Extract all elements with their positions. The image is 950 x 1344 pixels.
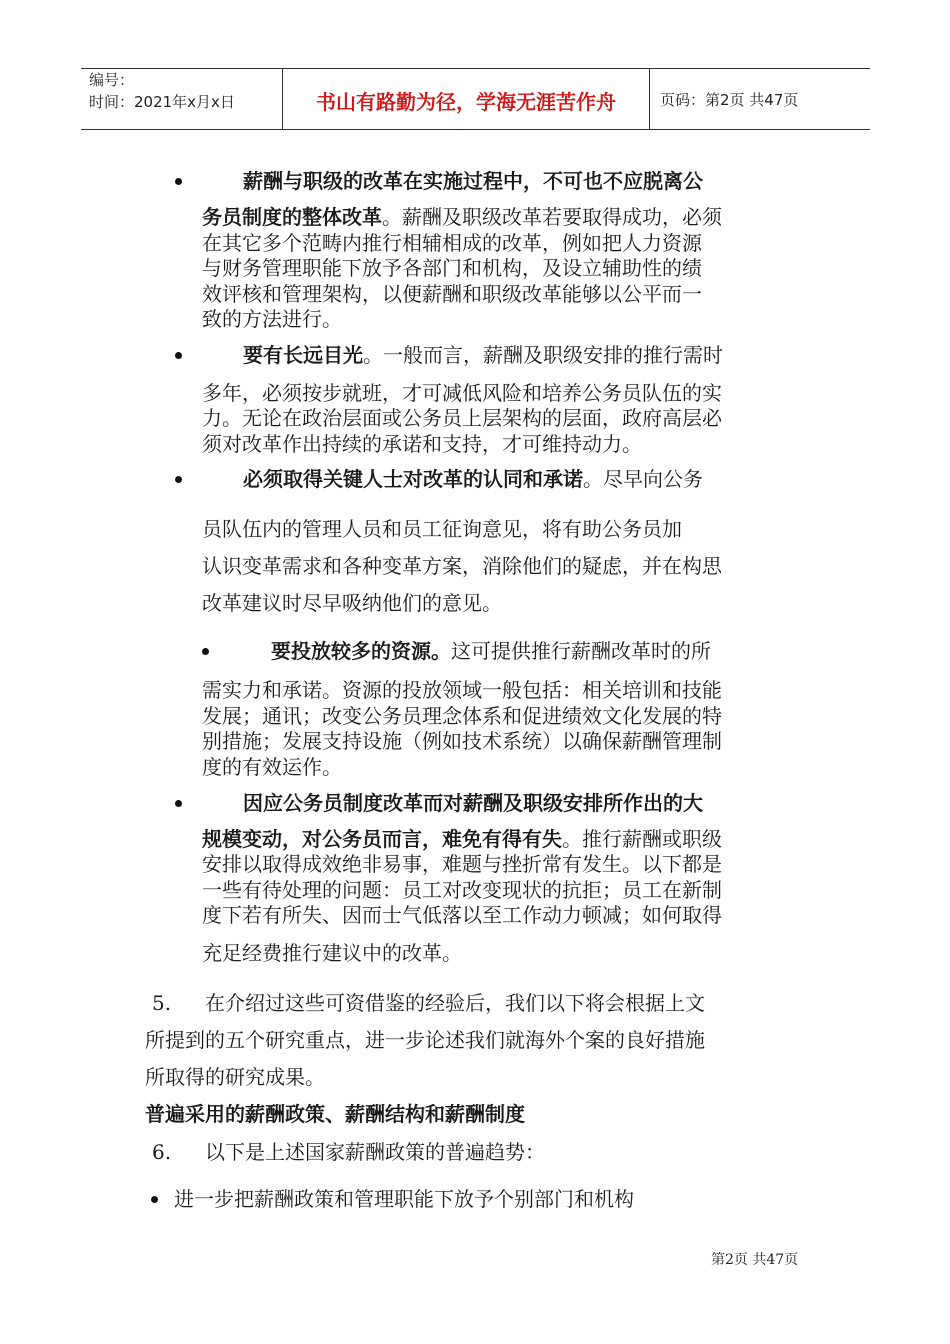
bullet-5-text: 。推行薪酬或职级 <box>562 827 722 851</box>
bullet-1-line-1 <box>202 204 722 230</box>
bullet-5-line-5: 充足经费推行建议中的改革。 <box>202 941 462 965</box>
page-header <box>81 68 870 130</box>
para-6-text: 以下是上述国家薪酬政策的普遍趋势： <box>205 1140 545 1164</box>
bullet-1-heading-cont: 务员制度的整体改革 <box>202 205 382 229</box>
header-page-number: 页码：第2页 共47页 <box>660 91 799 109</box>
bullet-2-line-4: 须对改革作出持续的承诺和支持，才可维持动力。 <box>202 432 642 456</box>
bullet-3-line-4: 改革建议时尽早吸纳他们的意见。 <box>202 591 502 615</box>
bullet-4-line-3: 发展；通讯；改变公务员理念体系和促进绩效文化发展的特 <box>202 704 722 728</box>
bullet-4-text: 这可提供推行薪酬改革时的所 <box>451 639 711 663</box>
bullet-1-line-4: 效评核和管理架构，以便薪酬和职级改革能够以公平而一 <box>202 282 702 306</box>
bullet-4-heading: 要投放较多的资源。 <box>271 639 451 663</box>
bullet-dot <box>175 476 182 483</box>
bullet-5-line-3: 一些有待处理的问题：员工对改变现状的抗拒；员工在新制 <box>202 878 722 902</box>
bullet-4-line-2: 需实力和承诺。资源的投放领域一般包括：相关培训和技能 <box>202 678 722 702</box>
bullet-4-line-1 <box>271 638 711 664</box>
header-motto: 书山有路勤为径，学海无涯苦作舟 <box>316 90 616 114</box>
document-time-label: 时间：2021年x月x日 <box>89 93 235 111</box>
bullet-1-line-3: 与财务管理职能下放予各部门和机构，及设立辅助性的绩 <box>202 256 702 280</box>
bullet-3-text: 。尽早向公务 <box>583 467 703 491</box>
bullet-dot <box>202 648 209 655</box>
bullet-5-line-1 <box>202 826 722 852</box>
para-5-line-2: 所提到的五个研究重点，进一步论述我们就海外个案的良好措施 <box>145 1028 705 1052</box>
bullet-5-heading: 因应公务员制度改革而对薪酬及职级安排所作出的大 <box>243 791 703 815</box>
bullet-1-text: 。薪酬及职级改革若要取得成功，必须 <box>382 205 722 229</box>
header-page-cell <box>650 69 870 129</box>
bullet-5-heading-cont: 规模变动，对公务员而言，难免有得有失 <box>202 827 562 851</box>
para-5-line-3: 所取得的研究成果。 <box>145 1065 325 1089</box>
para-5-line-1: 在介绍过这些可资借鉴的经验后，我们以下将会根据上文 <box>205 991 705 1015</box>
bullet-2-text: 。一般而言，薪酬及职级安排的推行需时 <box>363 343 723 367</box>
bullet-2-heading: 要有长远目光 <box>243 343 363 367</box>
bullet-dot <box>175 352 182 359</box>
bullet-dot <box>151 1196 158 1203</box>
bullet-3-line-1 <box>243 466 703 492</box>
header-motto-cell <box>282 69 650 129</box>
bullet-2-line-3: 力。无论在政治层面或公务员上层架构的层面，政府高层必 <box>202 406 722 430</box>
bullet-2-line-1 <box>243 342 723 368</box>
bullet-dot <box>175 178 182 185</box>
bullet-dot <box>175 800 182 807</box>
para-5-number: 5. <box>152 991 172 1015</box>
bullet-3-line-2: 员队伍内的管理人员和员工征询意见，将有助公务员加 <box>202 517 682 541</box>
bullet-5-line-4: 度下若有所失、因而士气低落以至工作动力顿减；如何取得 <box>202 903 722 927</box>
page-footer: 第2页 共47页 <box>711 1252 799 1268</box>
trend-bullet-text: 进一步把薪酬政策和管理职能下放予个别部门和机构 <box>174 1187 634 1211</box>
document-number-label: 编号： <box>89 71 135 89</box>
bullet-2-line-2: 多年，必须按步就班，才可减低风险和培养公务员队伍的实 <box>202 381 722 405</box>
bullet-1-line-5: 致的方法进行。 <box>202 307 342 331</box>
para-6-number: 6. <box>152 1140 172 1164</box>
bullet-1-line-2: 在其它多个范畴内推行相辅相成的改革，例如把人力资源 <box>202 231 702 255</box>
header-meta-cell <box>81 69 282 129</box>
bullet-4-line-5: 度的有效运作。 <box>202 755 342 779</box>
bullet-3-heading: 必须取得关键人士对改革的认同和承诺 <box>243 467 583 491</box>
bullet-3-line-3: 认识变革需求和各种变革方案，消除他们的疑虑，并在构思 <box>202 554 722 578</box>
bullet-4-line-4: 别措施；发展支持设施（例如技术系统）以确保薪酬管理制 <box>202 729 722 753</box>
bullet-1-heading: 薪酬与职级的改革在实施过程中，不可也不应脱离公 <box>243 169 703 193</box>
section-heading: 普遍采用的薪酬政策、薪酬结构和薪酬制度 <box>145 1102 525 1126</box>
bullet-5-line-2: 安排以取得成效绝非易事，难题与挫折常有发生。以下都是 <box>202 852 722 876</box>
